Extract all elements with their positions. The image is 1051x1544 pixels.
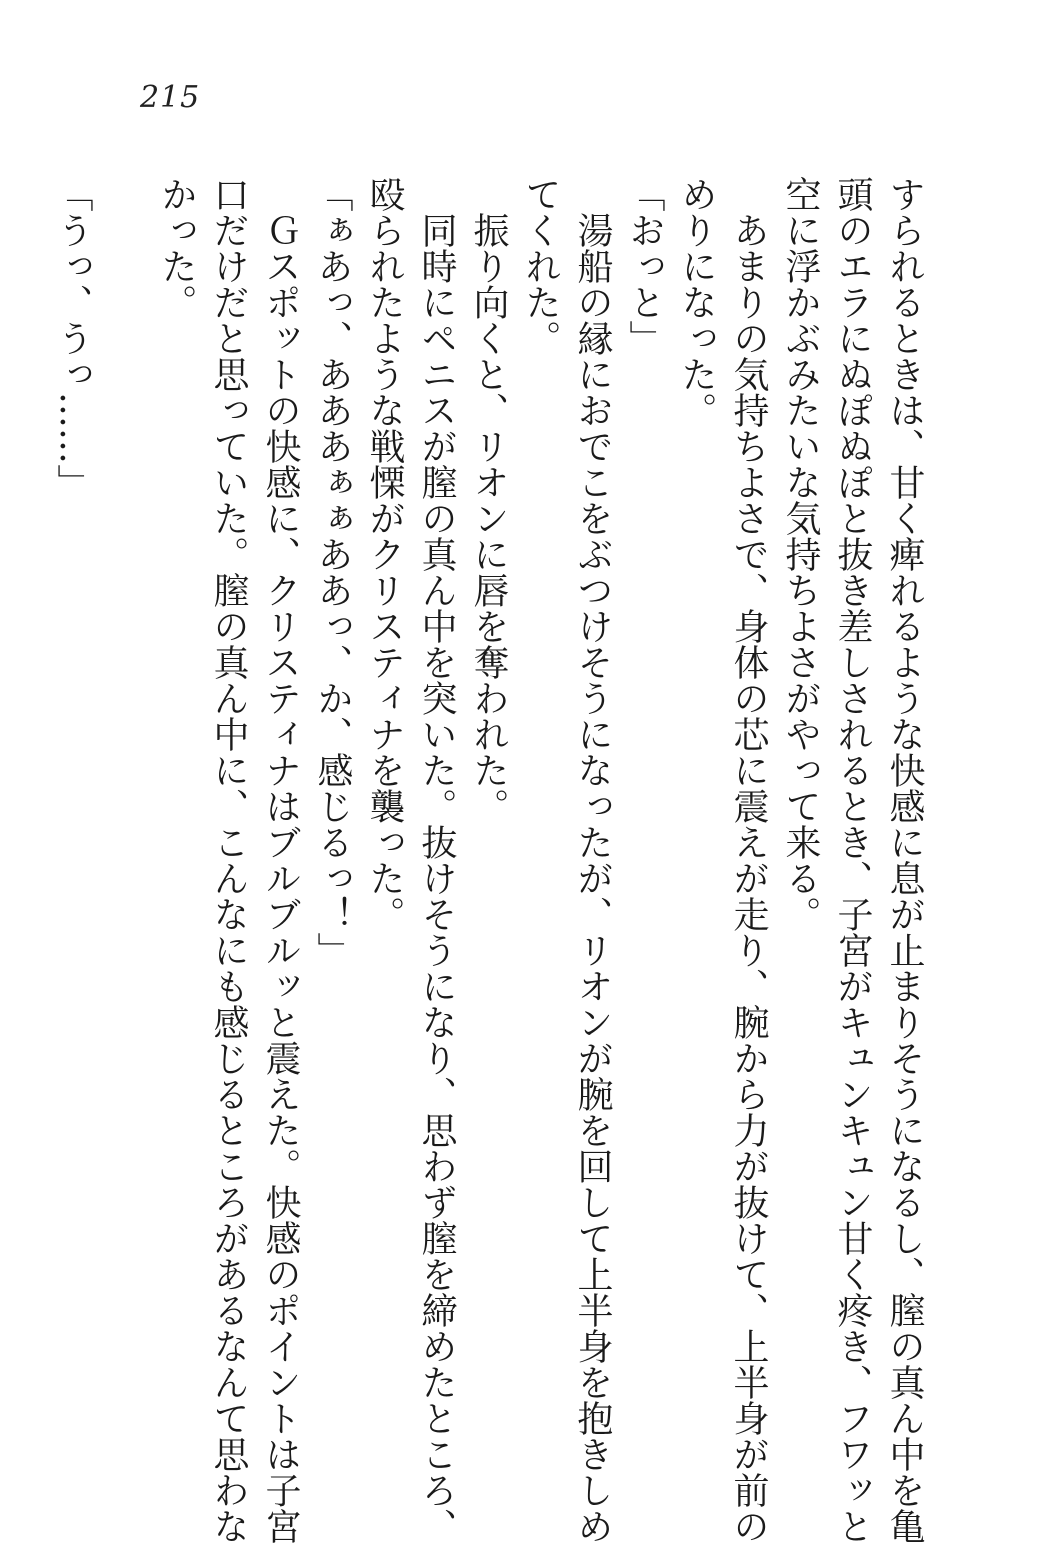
page-number: 215: [140, 80, 201, 115]
text-line: 頭のエラにぬぽぬぽと抜き差しされるとき、子宮がキュンキュン甘く疼き、フワッと: [832, 176, 873, 1544]
text-line: 「うっ、うっ……」: [52, 176, 93, 500]
body-text: [52, 176, 930, 1544]
text-line: めりになった。: [676, 176, 717, 428]
text-line: 口だけだと思っていた。膣の真ん中に、こんなにも感じるところがあるなんて思わな: [208, 176, 249, 1544]
text-line: てくれた。: [520, 176, 561, 356]
text-line: かった。: [156, 176, 197, 320]
text-line: あまりの気持ちよさで、身体の芯に震えが走り、腕から力が抜けて、上半身が前の: [728, 176, 769, 1544]
text-line: 「おっと」: [624, 176, 665, 356]
text-line: 「ぁあっ、あああぁぁああっ、か、感じるっ！」: [312, 176, 353, 968]
text-line: すられるときは、甘く痺れるような快感に息が止まりそうになるし、膣の真ん中を亀: [884, 176, 925, 1544]
text-line: 振り向くと、リオンに唇を奪われた。: [468, 176, 509, 824]
text-line: 殴られたような戦慄がクリスティナを襲った。: [364, 176, 405, 932]
text-line: 湯船の縁におでこをぶつけそうになったが、リオンが腕を回して上半身を抱きしめ: [572, 176, 613, 1544]
text-line: 同時にペニスが膣の真ん中を突いた。抜けそうになり、思わず膣を締めたところ、: [416, 176, 457, 1544]
text-line: 空に浮かぶみたいな気持ちよさがやって来る。: [780, 176, 821, 932]
text-line: [98, 176, 150, 1376]
text-line: Ｇスポットの快感に、クリスティナはブルブルッと震えた。快感のポイントは子宮: [260, 176, 301, 1544]
